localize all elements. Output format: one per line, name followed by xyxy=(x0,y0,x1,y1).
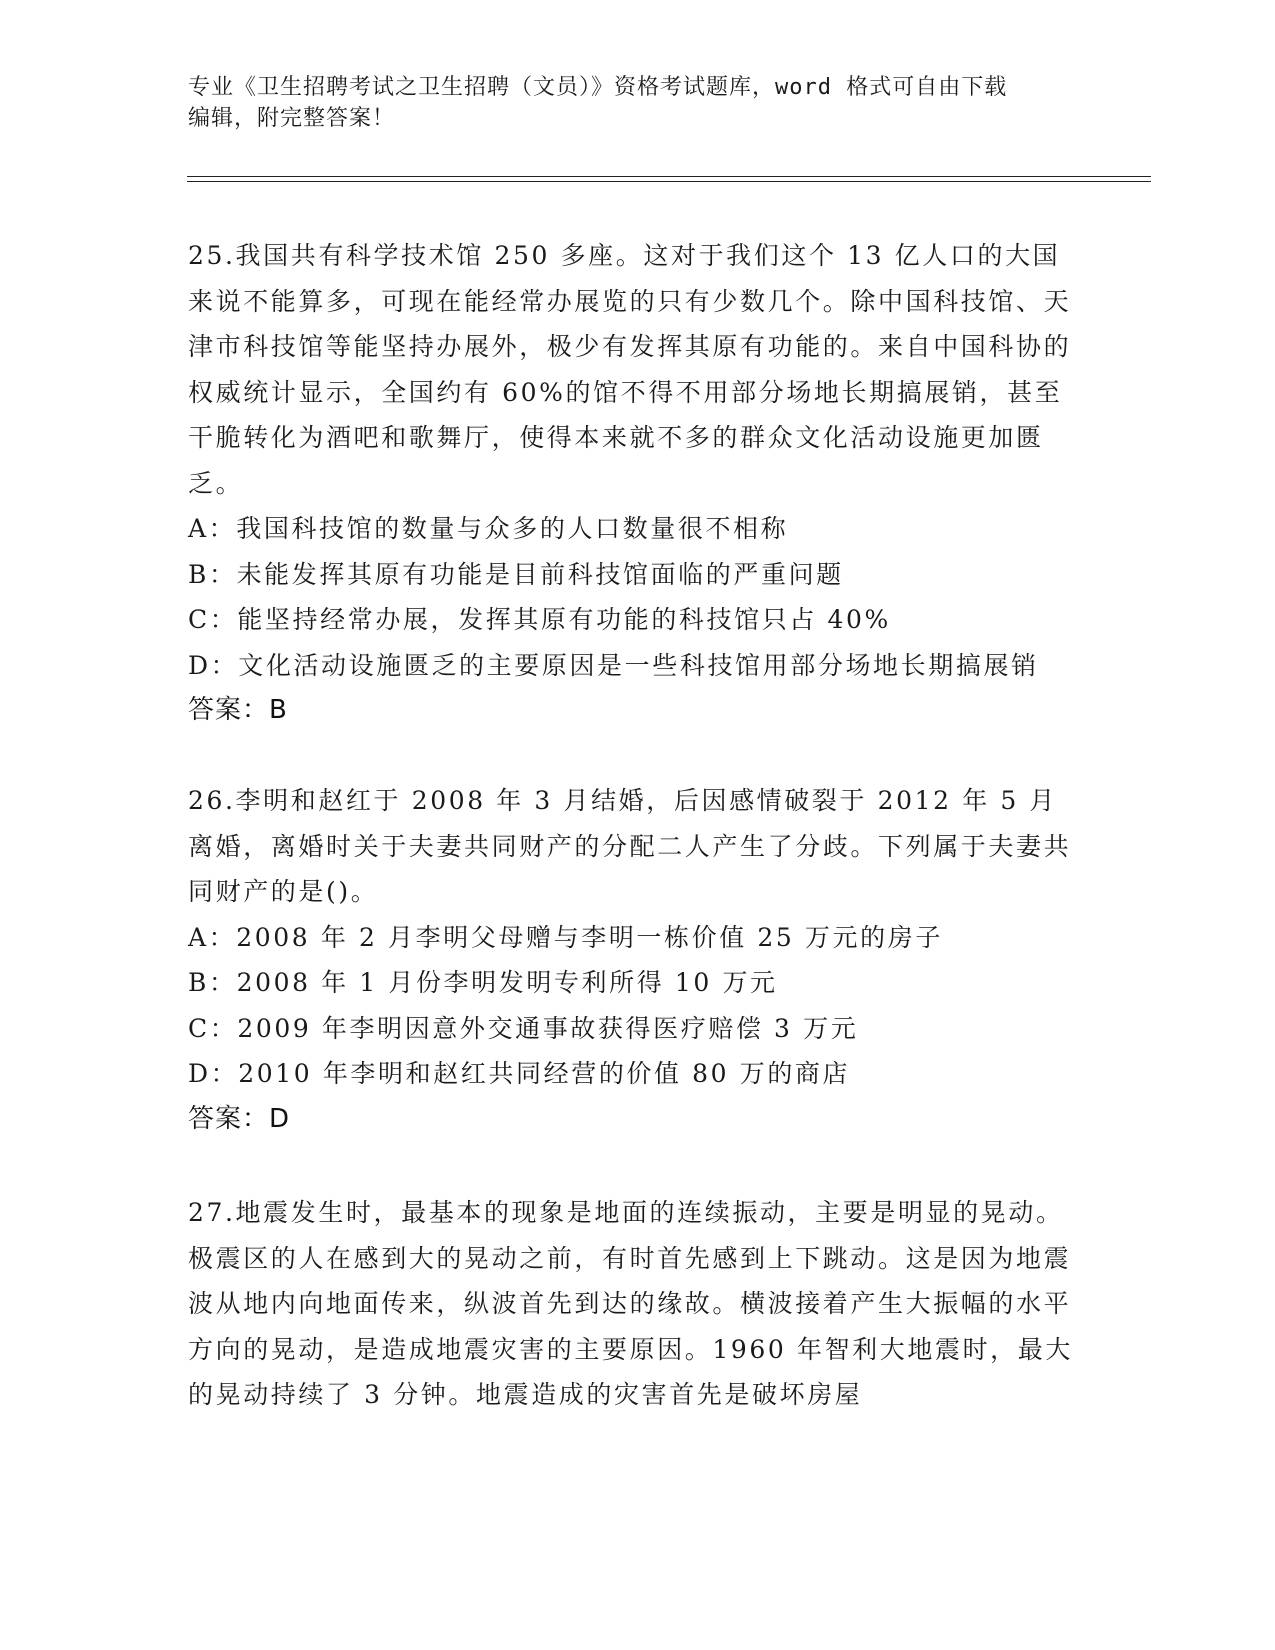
header-line-2: 编辑，附完整答案！ xyxy=(188,106,396,131)
option-b: B：2008 年 1 月份李明发明专利所得 10 万元 xyxy=(188,968,778,997)
option-a: A：我国科技馆的数量与众多的人口数量很不相称 xyxy=(188,514,789,543)
option-c: C：能坚持经常办展，发挥其原有功能的科技馆只占 40% xyxy=(188,605,891,634)
option-d: D：文化活动设施匮乏的主要原因是一些科技馆用部分场地长期搞展销 xyxy=(188,650,1039,680)
option-c: C：2009 年李明因意外交通事故获得医疗赔偿 3 万元 xyxy=(188,1013,859,1043)
header-divider-thin xyxy=(187,181,1151,182)
question-stem: 26.李明和赵红于 2008 年 3 月结婚，后因感情破裂于 2012 年 5 月离婚，离婚时关于夫妻共同财产的分配二人产生了分歧。下列属于夫妻共同财产的是()。 xyxy=(188,786,1072,906)
answer-label: 答案：B xyxy=(188,695,288,725)
answer-label: 答案：D xyxy=(188,1103,291,1134)
option-b: B：未能发挥其原有功能是目前科技馆面临的严重问题 xyxy=(188,559,844,589)
question-stem: 27.地震发生时，最基本的现象是地面的连续振动，主要是明显的晃动。极震区的人在感到大的晃动之前，有时首先感到上下跳动。这是因为地震波从地内向地面传来，纵波首先到达的缘故。横波接着产生大振幅的水平方向的晃动，是造成地震灾害的主要原因。1960 年智利大地震时，最大的晃动持续了 3 分钟。地震造成的灾害首先是破坏房屋 xyxy=(188,1198,1073,1409)
question-26 xyxy=(188,778,1078,1142)
question-25 xyxy=(188,233,1078,734)
option-d: D：2010 年李明和赵红共同经营的价值 80 万的商店 xyxy=(188,1059,851,1088)
option-a: A：2008 年 2 月李明父母赠与李明一栋价值 25 万元的房子 xyxy=(188,922,943,952)
question-stem: 25.我国共有科学技术馆 250 多座。这对于我们这个 13 亿人口的大国来说不能算多，可现在能经常办展览的只有少数几个。除中国科技馆、天津市科技馆等能坚持办展外，极少有发挥其原有功能的。来自中国科协的权威统计显示，全国约有 60%的馆不得不用部分场地长期搞展销，甚至干脆转化为酒吧和歌舞厅，使得本来就不多的群众文化活动设施更加匮乏。 xyxy=(188,241,1072,498)
document-header xyxy=(188,72,1088,134)
question-27 xyxy=(188,1190,1078,1418)
header-line-1: 专业《卫生招聘考试之卫生招聘（文员）》资格考试题库，word 格式可自由下载 xyxy=(188,75,1008,100)
header-divider xyxy=(187,176,1151,177)
